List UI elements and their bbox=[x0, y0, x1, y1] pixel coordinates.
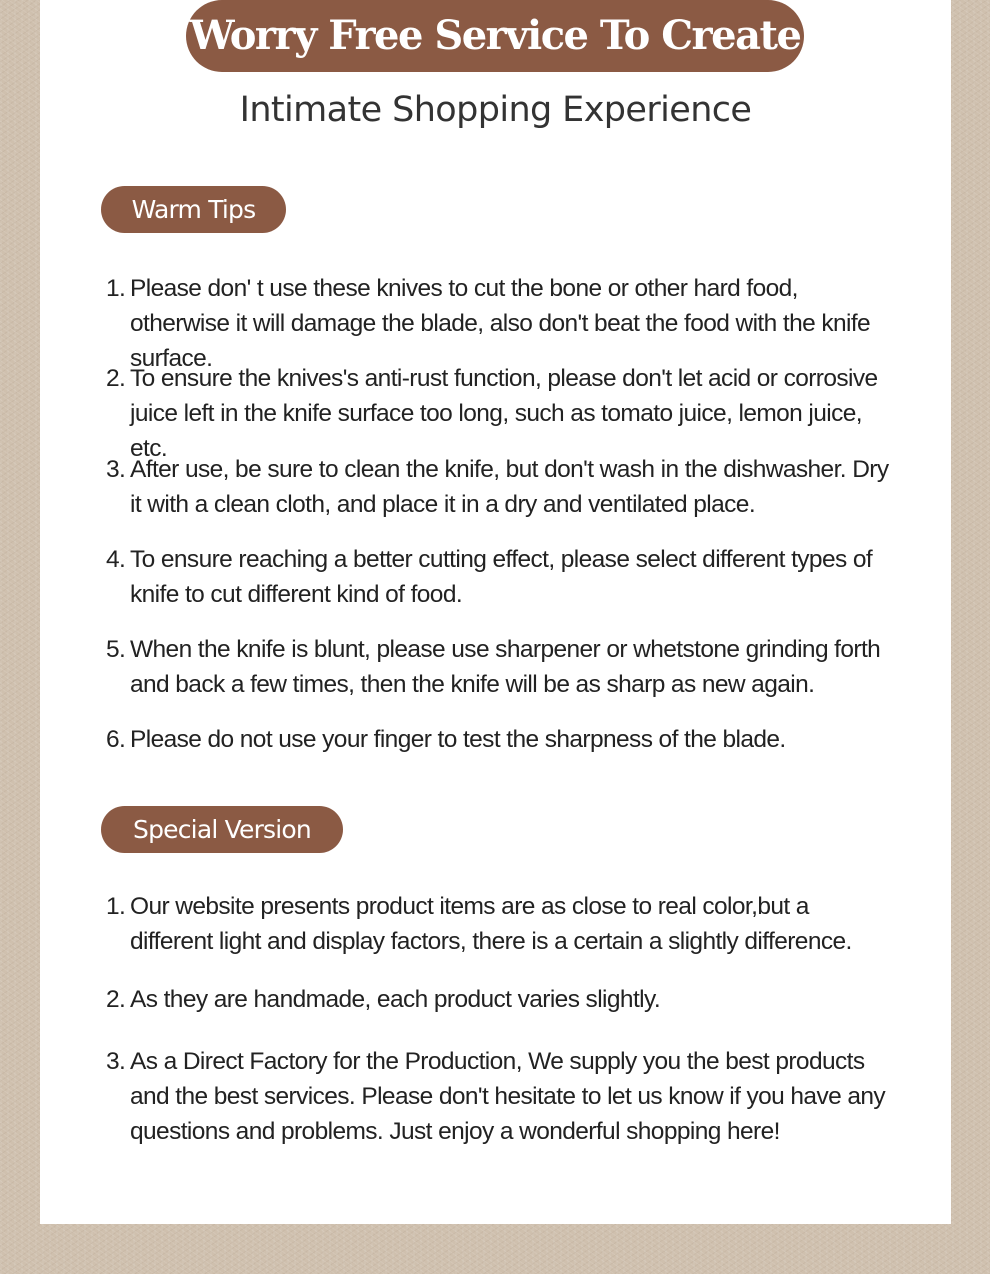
tip-text: Please do not use your finger to test the sharpness of the blade. bbox=[130, 726, 786, 753]
item-text: Our website presents product items are as close to real color,but a different light and display factors, there is a certain a slightly difference. bbox=[130, 893, 852, 955]
warm-tip-item bbox=[106, 542, 896, 612]
tip-text: After use, be sure to clean the knife, but don't wash in the dishwasher. Dry it with a clean cloth, and place it in a dry and ventilated place. bbox=[130, 456, 889, 518]
special-version-heading: Special Version bbox=[101, 806, 343, 853]
warm-tips-heading: Warm Tips bbox=[101, 186, 286, 233]
tip-text: To ensure reaching a better cutting effect, please select different types of knife to cut different kind of food. bbox=[130, 546, 873, 608]
item-number: 2. bbox=[106, 986, 126, 1013]
warm-tip-item bbox=[106, 632, 896, 702]
tip-text: Please don' t use these knives to cut the bone or other hard food, otherwise it will damage the blade, also don't beat the food with the knife surface. bbox=[130, 275, 871, 372]
tip-number: 1. bbox=[106, 275, 126, 302]
warm-tip-item bbox=[106, 452, 896, 522]
tip-number: 5. bbox=[106, 636, 126, 663]
tip-text: To ensure the knives's anti-rust function, please don't let acid or corrosive juice left in the knife surface too long, such as tomato juice, lemon juice, etc. bbox=[130, 365, 878, 462]
warm-tip-item bbox=[106, 361, 896, 466]
tip-text: When the knife is blunt, please use sharpener or whetstone grinding forth and back a few times, then the knife will be as sharp as new again. bbox=[130, 636, 881, 698]
special-version-item bbox=[106, 982, 896, 1017]
content-card bbox=[40, 0, 951, 1224]
item-number: 1. bbox=[106, 893, 126, 920]
tip-number: 4. bbox=[106, 546, 126, 573]
page-title: Worry Free Service To Create bbox=[186, 0, 804, 72]
item-text: As they are handmade, each product varies slightly. bbox=[130, 986, 661, 1013]
special-version-item bbox=[106, 889, 896, 959]
special-version-item bbox=[106, 1044, 896, 1149]
item-number: 3. bbox=[106, 1048, 126, 1075]
item-text: As a Direct Factory for the Production, We supply you the best products and the best services. Please don't hesitate to let us know if you have any questions and problems. Just enjoy a wonderful shopping here! bbox=[130, 1048, 886, 1145]
tip-number: 6. bbox=[106, 726, 126, 753]
tip-number: 3. bbox=[106, 456, 126, 483]
tip-number: 2. bbox=[106, 365, 126, 392]
page-subtitle: Intimate Shopping Experience bbox=[239, 90, 752, 130]
warm-tip-item bbox=[106, 722, 896, 757]
